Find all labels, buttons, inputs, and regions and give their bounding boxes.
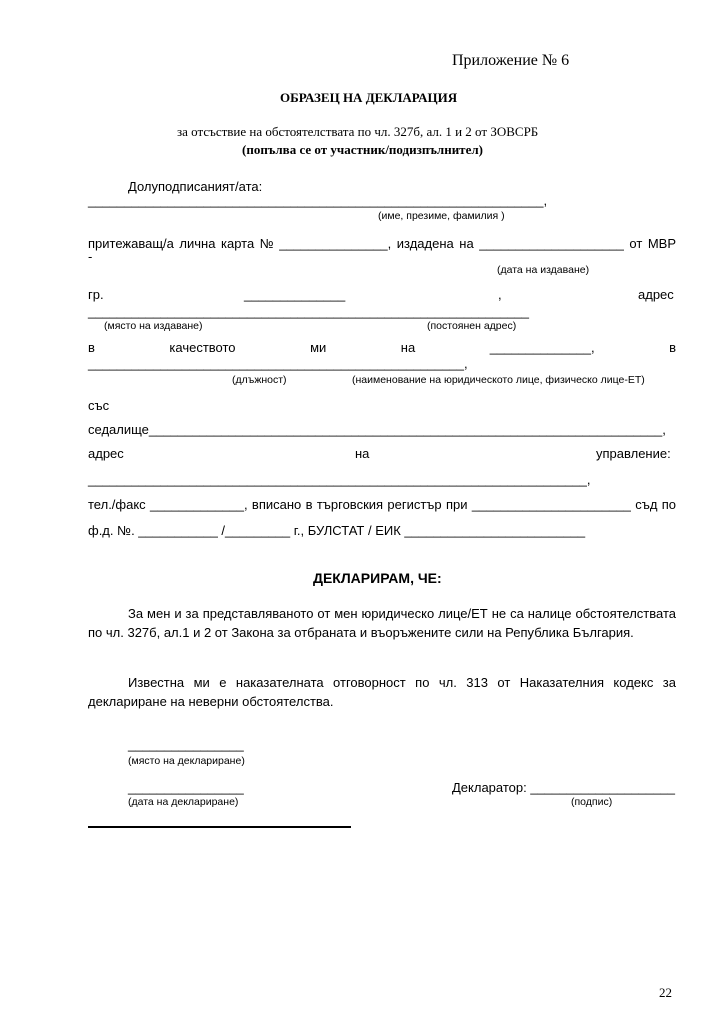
phone-w4: в <box>305 497 313 512</box>
phone-w1: тел./факс <box>88 497 146 512</box>
date-blank[interactable]: ________________ <box>128 780 244 795</box>
id-mvr-word: МВР <box>647 236 676 251</box>
capacity-line <box>88 340 676 355</box>
with-word: със <box>88 398 110 413</box>
entity-caption: (наименование на юридическото лице, физическо лице-ЕТ) <box>352 374 645 386</box>
id-card-line <box>88 236 676 251</box>
id-from-word: от <box>629 236 643 251</box>
id-number-blank[interactable]: _______________, <box>279 236 392 251</box>
id-on-word: на <box>459 236 474 251</box>
phone-w3: вписано <box>251 497 302 512</box>
position-blank[interactable]: ____________________________________________________, <box>88 356 468 371</box>
id-number-sign: № <box>259 236 274 251</box>
phone-w7: при <box>445 497 468 512</box>
permanent-address-caption: (постоянен адрес) <box>427 320 517 332</box>
place-of-issue-caption: (място на издаване) <box>104 320 203 332</box>
address-blank[interactable]: _____________________________________________________________ <box>88 304 530 319</box>
id-issued-word: издадена <box>396 236 454 251</box>
date-caption: (дата на деклариране) <box>128 796 239 808</box>
capacity-w2: качеството <box>169 340 236 355</box>
id-date-blank[interactable]: ____________________ <box>479 236 624 251</box>
footnote-separator <box>88 826 351 828</box>
court-blank[interactable]: ______________________ <box>471 497 631 512</box>
declaration-paragraph-2: Известна ми е наказателната отговорност по чл. 313 от Наказателния кодекс за деклариране на неверни обстоятелства. <box>88 675 676 709</box>
capacity-w4: на <box>400 340 416 355</box>
mgmt-management-word: управление: <box>596 446 671 461</box>
phone-w9: съд <box>635 497 658 512</box>
document-subtitle: за отсъствие на обстоятелствата по чл. 327б, ал. 1 и 2 от ЗОВСРБ <box>177 124 539 139</box>
fill-note: (попълва се от участник/подизпълнител) <box>242 142 483 157</box>
place-caption: (място на деклариране) <box>128 755 245 767</box>
city-prefix: гр. <box>88 287 104 302</box>
signature-caption: (подпис) <box>571 796 613 808</box>
case-bulstat-line[interactable]: ф.д. №. ___________ /_________ г., БУЛСТАТ / ЕИК _________________________ <box>88 523 586 538</box>
undersigned-label: Долуподписаният/ата: <box>128 179 263 194</box>
id-dash: - <box>88 249 93 264</box>
city-blank[interactable]: ______________ <box>244 287 346 302</box>
page-number: 22 <box>659 985 672 1000</box>
name-caption: (име, презиме, фамилия ) <box>378 210 505 222</box>
document-title: ОБРАЗЕЦ НА ДЕКЛАРАЦИЯ <box>280 90 458 105</box>
id-card-word2: карта <box>220 236 255 251</box>
mgmt-address-word: адрес <box>88 446 124 461</box>
seat-blank[interactable]: седалище_______________________________________________________________________, <box>88 422 666 437</box>
phone-w10: по <box>661 497 676 512</box>
appendix-label: Приложение № 6 <box>452 52 570 69</box>
phone-w5: търговския <box>316 497 384 512</box>
declaration-heading: ДЕКЛАРИРАМ, ЧЕ: <box>313 570 442 586</box>
phone-register-line <box>88 497 676 512</box>
capacity-w1: в <box>88 340 95 355</box>
declaration-paragraph-1: За мен и за представляваното от мен юридическо лице/ЕТ не са налице обстоятелствата по чл. 327б, ал.1 и 2 от Закона за отбраната и въоръжените сили на Република България. <box>88 606 676 640</box>
name-blank[interactable]: _______________________________________________________________, <box>88 193 548 208</box>
id-owner-word: притежаващ/а <box>88 236 174 251</box>
city-comma: , <box>498 287 502 302</box>
address-label: адрес <box>638 287 674 302</box>
phone-w6: регистър <box>387 497 442 512</box>
capacity-w3: ми <box>310 340 327 355</box>
id-card-word: лична <box>179 236 216 251</box>
position-caption: (длъжност) <box>232 374 287 386</box>
issue-date-caption: (дата на издаване) <box>497 264 590 276</box>
place-blank[interactable]: ________________ <box>128 737 244 752</box>
capacity-w5: в <box>669 340 676 355</box>
mgmt-of-word: на <box>355 446 370 461</box>
mgmt-blank[interactable]: _____________________________________________________________________, <box>88 472 591 487</box>
phone-blank[interactable]: _____________, <box>150 497 248 512</box>
capacity-blank[interactable]: ______________, <box>489 340 595 355</box>
declarant-signature-line[interactable]: Декларатор: ____________________ <box>452 780 675 795</box>
